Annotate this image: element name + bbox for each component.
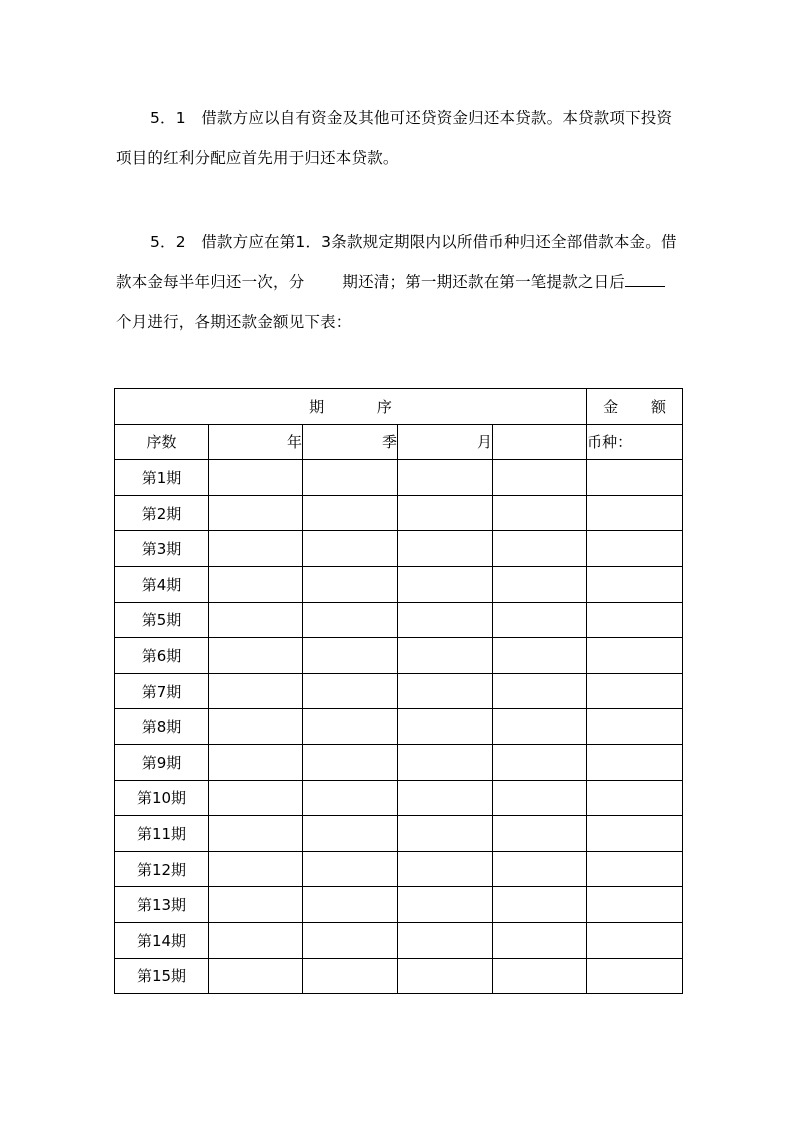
month-cell[interactable] [398,460,493,496]
month-cell[interactable] [398,602,493,638]
blank-cell[interactable] [493,673,587,709]
installment-label: 第9期 [115,744,209,780]
table-row [115,851,683,887]
amount-cell[interactable] [587,673,683,709]
blank-cell[interactable] [493,816,587,852]
col-currency: 币种： [587,424,683,460]
blank-cell[interactable] [493,460,587,496]
table-row [115,922,683,958]
quarter-cell[interactable] [303,887,398,923]
col-year: 年 [209,424,303,460]
blank-cell[interactable] [493,958,587,994]
amount-cell[interactable] [587,495,683,531]
blank-cell[interactable] [493,780,587,816]
quarter-cell[interactable] [303,958,398,994]
installment-label: 第3期 [115,531,209,567]
year-cell[interactable] [209,816,303,852]
month-cell[interactable] [398,531,493,567]
installment-label: 第12期 [115,851,209,887]
table-row [115,673,683,709]
year-cell[interactable] [209,602,303,638]
installment-label: 第5期 [115,602,209,638]
year-cell[interactable] [209,744,303,780]
table-row [115,460,683,496]
year-cell[interactable] [209,531,303,567]
month-cell[interactable] [398,887,493,923]
blank-cell[interactable] [493,495,587,531]
clause-text-line3: 个月进行，各期还款金额见下表： [116,313,352,331]
year-cell[interactable] [209,851,303,887]
quarter-cell[interactable] [303,851,398,887]
blank-cell[interactable] [493,851,587,887]
table-header-row [115,389,683,425]
amount-cell[interactable] [587,602,683,638]
amount-cell[interactable] [587,460,683,496]
installment-label: 第2期 [115,495,209,531]
quarter-cell[interactable] [303,531,398,567]
blank-cell[interactable] [493,566,587,602]
month-cell[interactable] [398,816,493,852]
clause-number: 5．1 [150,109,186,127]
amount-cell[interactable] [587,709,683,745]
quarter-cell[interactable] [303,922,398,958]
table-row [115,887,683,923]
table-row [115,709,683,745]
month-cell[interactable] [398,851,493,887]
blank-cell[interactable] [493,531,587,567]
col-quarter: 季 [303,424,398,460]
clause-number: 5．2 [150,233,186,251]
year-cell[interactable] [209,638,303,674]
table-row [115,816,683,852]
table-row [115,958,683,994]
month-cell[interactable] [398,673,493,709]
clause-text-line1: 借款方应以自有资金及其他可还贷资金归还本贷款。本贷款项下投资 [201,109,673,127]
month-cell[interactable] [398,495,493,531]
clause-text-line2: 项目的红利分配应首先用于归还本贷款。 [116,149,399,167]
table-subheader-row [115,424,683,460]
table-row [115,495,683,531]
header-amount: 金 额 [587,389,683,425]
month-cell[interactable] [398,958,493,994]
quarter-cell[interactable] [303,673,398,709]
quarter-cell[interactable] [303,744,398,780]
quarter-cell[interactable] [303,709,398,745]
blank-cell[interactable] [493,709,587,745]
amount-cell[interactable] [587,958,683,994]
blank-cell[interactable] [493,887,587,923]
months-blank [625,272,665,287]
quarter-cell[interactable] [303,638,398,674]
clause-5-2 [116,222,686,342]
quarter-cell[interactable] [303,460,398,496]
table-row [115,638,683,674]
amount-cell[interactable] [587,816,683,852]
month-cell[interactable] [398,566,493,602]
table-row [115,602,683,638]
year-cell[interactable] [209,922,303,958]
table-row [115,566,683,602]
month-cell[interactable] [398,709,493,745]
installment-label: 第11期 [115,816,209,852]
blank-cell[interactable] [493,922,587,958]
table-row [115,531,683,567]
installment-label: 第1期 [115,460,209,496]
installment-label: 第6期 [115,638,209,674]
col-seq: 序数 [115,424,209,460]
blank-cell[interactable] [493,744,587,780]
quarter-cell[interactable] [303,495,398,531]
col-month: 月 [398,424,493,460]
col-blank [493,424,587,460]
clause-text-line2a: 款本金每半年归还一次，分 [116,273,305,291]
year-cell[interactable] [209,709,303,745]
clause-text-line2b: 期还清；第一期还款在第一笔提款之日后 [342,273,626,291]
year-cell[interactable] [209,460,303,496]
quarter-cell[interactable] [303,602,398,638]
table-row [115,744,683,780]
blank-cell[interactable] [493,602,587,638]
quarter-cell[interactable] [303,566,398,602]
installment-label: 第14期 [115,922,209,958]
year-cell[interactable] [209,780,303,816]
amount-cell[interactable] [587,531,683,567]
amount-cell[interactable] [587,566,683,602]
header-period: 期 序 [115,389,587,425]
year-cell[interactable] [209,958,303,994]
amount-cell[interactable] [587,922,683,958]
month-cell[interactable] [398,744,493,780]
amount-cell[interactable] [587,780,683,816]
year-cell[interactable] [209,566,303,602]
installment-label: 第8期 [115,709,209,745]
month-cell[interactable] [398,638,493,674]
installment-label: 第7期 [115,673,209,709]
installment-label: 第15期 [115,958,209,994]
repayment-schedule-table [114,388,683,994]
year-cell[interactable] [209,495,303,531]
amount-cell[interactable] [587,887,683,923]
month-cell[interactable] [398,780,493,816]
quarter-cell[interactable] [303,816,398,852]
amount-cell[interactable] [587,638,683,674]
clause-text-line1: 借款方应在第1．3条款规定期限内以所借币种归还全部借款本金。借 [201,233,677,251]
installment-label: 第4期 [115,566,209,602]
blank-cell[interactable] [493,638,587,674]
table-row [115,780,683,816]
amount-cell[interactable] [587,744,683,780]
quarter-cell[interactable] [303,780,398,816]
installment-label: 第13期 [115,887,209,923]
amount-cell[interactable] [587,851,683,887]
installment-label: 第10期 [115,780,209,816]
year-cell[interactable] [209,673,303,709]
clause-5-1 [116,98,686,178]
month-cell[interactable] [398,922,493,958]
year-cell[interactable] [209,887,303,923]
